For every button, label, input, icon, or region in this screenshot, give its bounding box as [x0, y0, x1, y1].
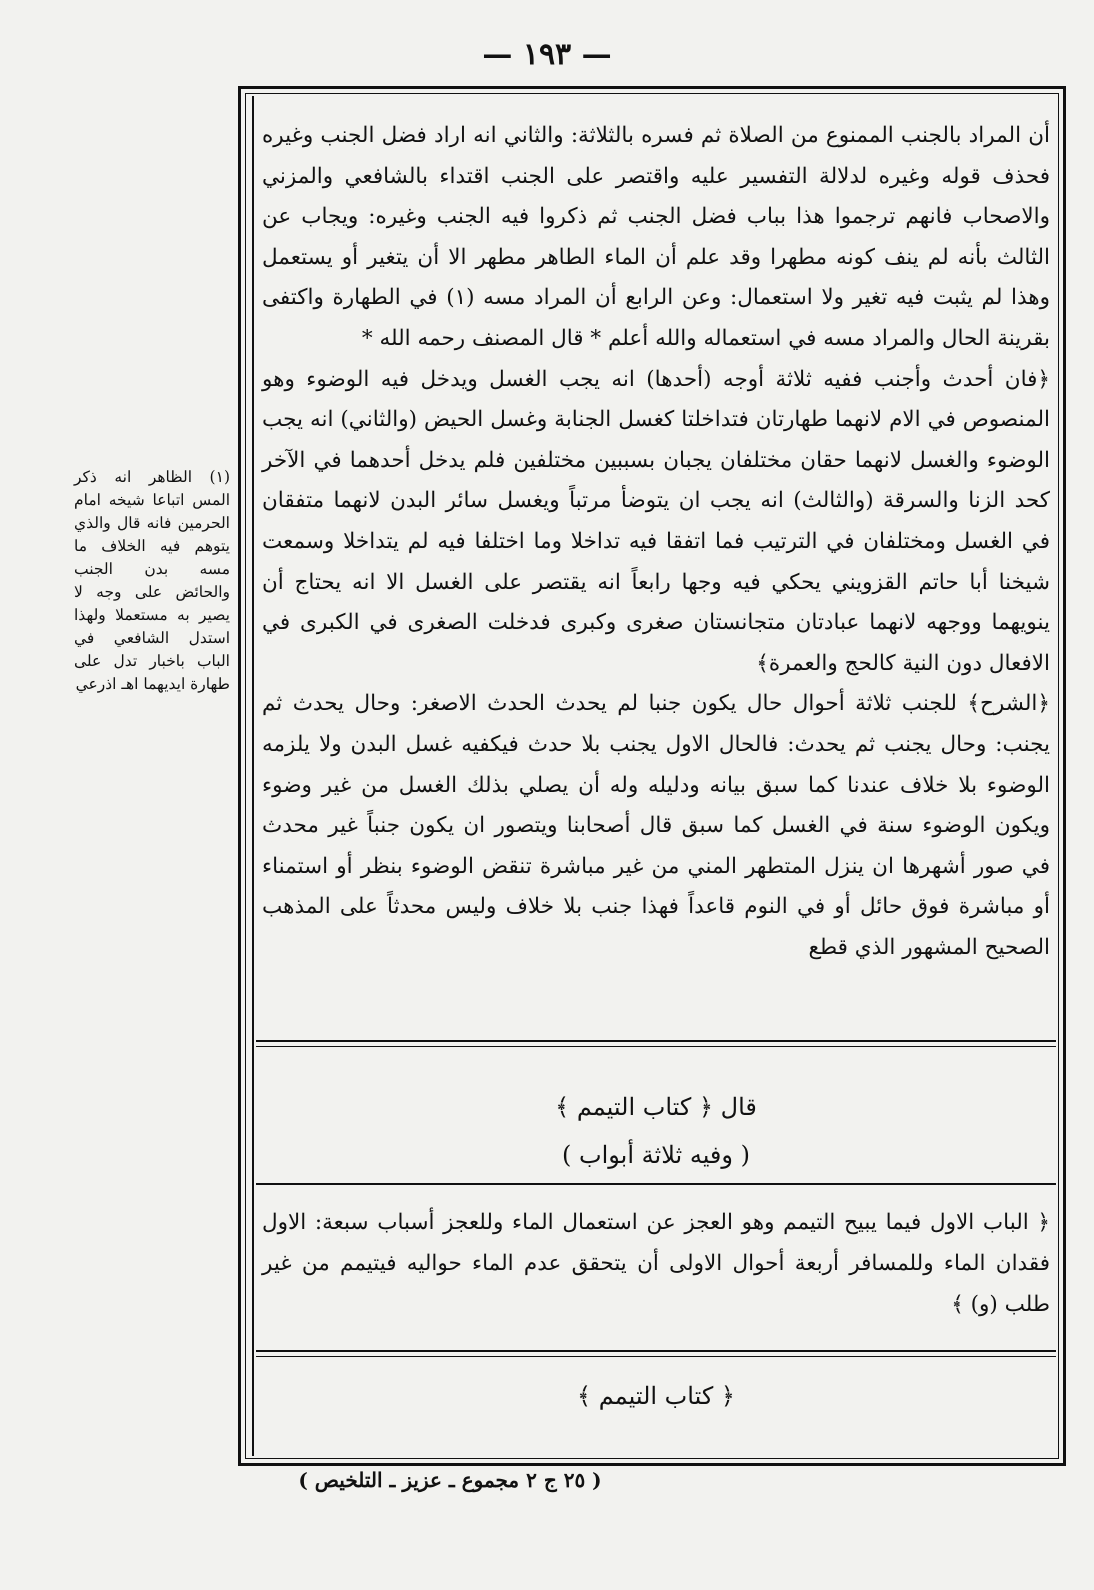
paragraph-3: ﴿الشرح﴾ للجنب ثلاثة أحوال حال يكون جنبا لم يحدث الحدث الاصغر: وحال يحدث ثم يجنب: وحال يجنب ثم يحدث: فالحال الاول يجنب بلا حدث فيكفيه غسل البدن ولا يلزمه الوضوء بلا خلاف عندنا كما سبق بيانه ودليله وله أن يصلي بذلك الغسل من غير وضوء ويكون الوضوء سنة في الغسل كما سبق قال أصحابنا ويتصور ان يكون جنباً غير محدث في صور أشهرها ان ينزل المتطهر المني من غير مباشرة تنقض الوضوء بنظر أو استمناء أو مباشرة فوق حائل أو في النوم قاعداً فهذا جنب بلا خلاف وليس محدثاً على المذهب الصحيح المشهور الذي قطع: [262, 691, 1050, 960]
running-title: ﴿ كتاب التيمم ﴾: [577, 1382, 735, 1410]
chapter-paragraph: ﴿ الباب الاول فيما يبيح التيمم وهو العجز عن استعمال الماء وللعجز أسباب سبعة: الاول فقدان الماء وللمسافر أربعة أحوال الاولى أن يتحقق عدم الماء حواليه فيتيمم من غير طلب (و) ﴾: [262, 1210, 1050, 1317]
margin-footnote: (١) الظاهر انه ذكر المس اتباعا شيخه امام الحرمين فانه قال والذي يتوهم فيه الخلاف ما مسه بدن الجنب والحائض على وجه لا يصير به مستعملا ولهذا استدل الشافعي في الباب باخبار تدل على طهارة ايديهما اهـ اذرعي: [74, 468, 230, 693]
volume-signature: ( ٢٥ ج ٢ مجموع ـ عزيز ـ التلخيص ): [298, 1468, 602, 1492]
section-divider: [256, 1040, 1056, 1042]
chapter-subtitle: ( وفيه ثلاثة أبواب ): [562, 1141, 750, 1169]
margin-rule: [252, 96, 254, 1456]
paragraph-2: ﴿فان أحدث وأجنب ففيه ثلاثة أوجه (أحدها) انه يجب الغسل ويدخل فيه الوضوء وهو المنصوص في الام لانهما طهارتان فتداخلتا كغسل الجنابة وغسل الحيض (والثاني) انه يجب الوضوء والغسل لانهما حقان مختلفان يجبان بسببين مختلفين فلم يدخل أحدهما في الآخر كحد الزنا والسرقة (والثالث) انه يجب ان يتوضأ مرتباً ويغسل سائر البدن لانهما متفقان في الغسل ومختلفان في الترتيب فما اتفقا فيه تداخلا وما اختلفا فيه لم يتداخلا وسمعت شيخنا أبا حاتم القزويني يحكي فيه وجها رابعاً انه يقتصر على الغسل الا انه يحتاج أن ينويهما ووجهه لانهما عبادتان متجانستان صغرى وكبرى فدخلت الصغرى في الكبرى في الافعال دون النية كالحج والعمرة﴾: [262, 366, 1050, 676]
paragraph-1: أن المراد بالجنب الممنوع من الصلاة ثم فسره بالثلاثة: والثاني انه اراد فضل الجنب وغيره فحذف قوله وغيره لدلالة التفسير عليه واقتصر على الجنب اقتداء بالشافعي والمزني والاصحاب فانهم ترجموا هذا بباب فضل الجنب ثم ذكروا فيه الجنب وغيره: ويجاب عن الثالث بأنه لم ينف كونه مطهرا وقد علم أن الماء الطاهر مطهر الا أن يتغير أو يستعمل وهذا لم يثبت فيه تغير ولا استعمال: وعن الرابع أن المراد مسه (١) في الطهارة واكتفى بقرينة الحال والمراد مسه في استعماله والله أعلم * قال المصنف رحمه الله *: [262, 123, 1051, 351]
chapter-text-block: [262, 1202, 1050, 1325]
section-divider-thin: [256, 1046, 1056, 1047]
footer-divider: [256, 1350, 1056, 1352]
main-text-block: [262, 116, 1050, 968]
chapter-divider: [256, 1183, 1056, 1185]
chapter-title: قال ﴿ كتاب التيمم ﴾: [555, 1093, 757, 1121]
page-number: — ١٩٣ —: [482, 37, 612, 72]
footer-divider-thin: [256, 1356, 1056, 1357]
